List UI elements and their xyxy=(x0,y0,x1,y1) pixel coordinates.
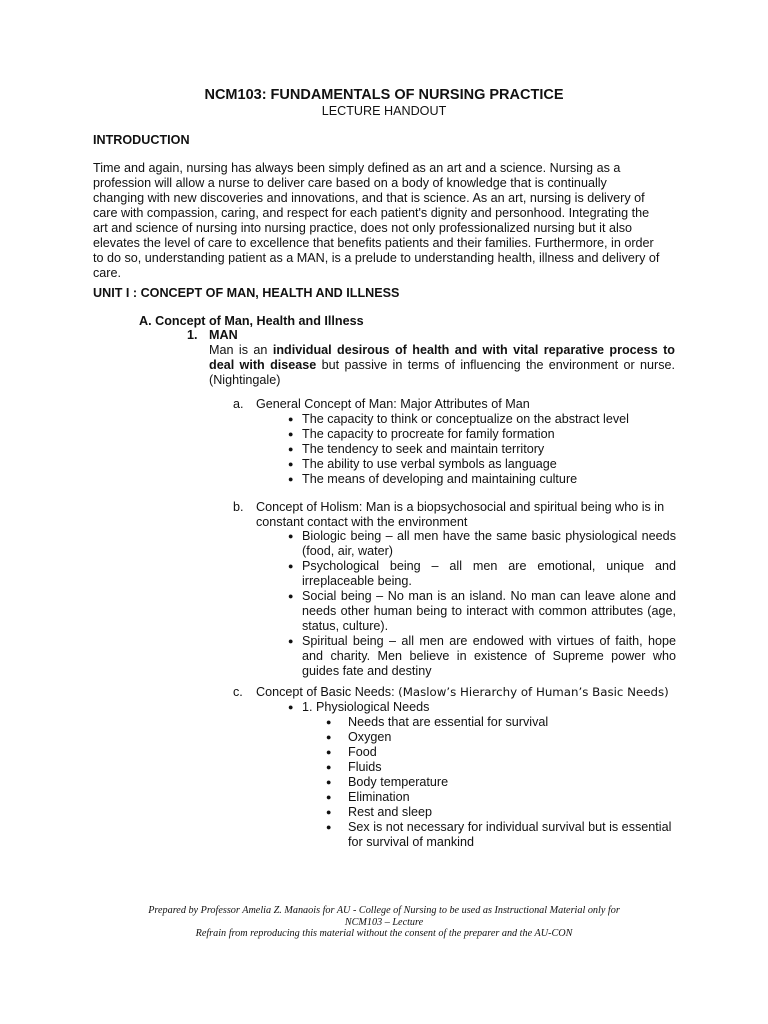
list-item-text: 1. Physiological Needs xyxy=(302,700,430,714)
intro-line: care. xyxy=(93,266,121,280)
footer-line: Refrain from reproducing this material without the consent of the preparer and the AU-CON xyxy=(195,928,573,939)
man-def-text: Man is an xyxy=(209,343,273,357)
man-def-line xyxy=(209,343,675,358)
bullet-icon: ● xyxy=(326,807,332,817)
list-item xyxy=(286,559,676,589)
list-item-text: Sex is not necessary for individual survival but is essential for survival of mankind xyxy=(348,820,672,849)
list-item-text: The capacity to procreate for family formation xyxy=(302,427,555,441)
bullet-icon: ● xyxy=(288,591,294,601)
list-item xyxy=(286,457,676,472)
holism-heading: Concept of Holism: Man is a biopsychosocial and spiritual being who is in constant contact with the environment xyxy=(256,500,665,529)
bullet-icon: ● xyxy=(288,561,294,571)
list-item xyxy=(322,805,678,820)
bullet-icon: ● xyxy=(288,531,294,541)
bullet-icon: ● xyxy=(326,777,332,787)
footer-line: Prepared by Professor Amelia Z. Manaois for AU - College of Nursing to be used as Instructional Material only for xyxy=(148,905,620,916)
list-item-text: Social being – No man is an island. No man can leave alone and needs other human being to interact with common attributes (age, status, culture). xyxy=(302,589,676,633)
document-title: NCM103: FUNDAMENTALS OF NURSING PRACTICE xyxy=(204,87,564,103)
list-item xyxy=(286,634,676,679)
man-label: MAN xyxy=(209,328,238,342)
bullet-icon: ● xyxy=(326,747,332,757)
list-item xyxy=(286,442,676,457)
intro-line: Time and again, nursing has always been simply defined as an art and a science. Nursing as a xyxy=(93,161,621,175)
introduction-paragraph xyxy=(93,161,675,281)
list-item xyxy=(322,775,678,790)
list-item xyxy=(286,472,676,487)
sub-letter-a: a. xyxy=(233,397,244,411)
list-item xyxy=(286,589,676,634)
list-item-text: The capacity to think or conceptualize on the abstract level xyxy=(302,412,629,426)
attributes-list xyxy=(286,412,676,487)
list-item-text: Elimination xyxy=(348,790,410,804)
man-def-text: but passive in terms of influencing the environment or nurse. xyxy=(316,358,675,372)
list-item xyxy=(286,529,676,559)
needs-list xyxy=(286,700,676,715)
man-def-line: (Nightingale) xyxy=(209,373,281,387)
list-item xyxy=(322,730,678,745)
man-def-bold: deal with disease xyxy=(209,358,317,372)
list-item xyxy=(322,760,678,775)
section-a-heading: A. Concept of Man, Health and Illness xyxy=(139,314,364,328)
bullet-icon: ● xyxy=(288,444,294,454)
maslow-reference: (Maslow’s Hierarchy of Human’s Basic Needs) xyxy=(398,685,669,699)
bullet-icon: ● xyxy=(326,717,332,727)
intro-line: profession will allow a nurse to deliver care based on a body of knowledge that is continually xyxy=(93,176,607,190)
document-subtitle: LECTURE HANDOUT xyxy=(321,104,447,118)
list-item xyxy=(322,820,678,850)
intro-line: care with compassion, caring, and respect for each patient's dignity and personhood. Integrating the xyxy=(93,206,650,220)
list-item xyxy=(322,790,678,805)
list-item xyxy=(286,412,676,427)
bullet-icon: ● xyxy=(288,474,294,484)
bullet-icon: ● xyxy=(326,792,332,802)
intro-line: changing with new discoveries and innovations, and that is science. As an art, nursing is delivery of xyxy=(93,191,645,205)
list-item-text: The tendency to seek and maintain territory xyxy=(302,442,545,456)
list-item xyxy=(322,745,678,760)
introduction-heading: INTRODUCTION xyxy=(93,133,190,147)
man-def-line xyxy=(209,358,675,373)
list-item-text: Body temperature xyxy=(348,775,449,789)
item-number: 1. xyxy=(187,328,198,342)
list-item xyxy=(286,427,676,442)
list-item-text: Food xyxy=(348,745,377,759)
bullet-icon: ● xyxy=(288,429,294,439)
man-definition xyxy=(209,343,675,388)
bullet-icon: ● xyxy=(288,636,294,646)
list-item-text: Spiritual being – all men are endowed with virtues of faith, hope and charity. Men believe in existence of Supreme power who guides fate and destiny xyxy=(302,634,676,678)
bullet-icon: ● xyxy=(326,762,332,772)
bullet-icon: ● xyxy=(326,822,332,832)
list-item-text: The ability to use verbal symbols as language xyxy=(302,457,557,471)
list-item-text: Biologic being – all men have the same basic physiological needs (food, air, water) xyxy=(302,529,676,558)
list-item-text: Fluids xyxy=(348,760,382,774)
basic-needs-heading xyxy=(256,685,676,700)
page-footer xyxy=(0,905,768,940)
list-item xyxy=(322,715,678,730)
man-def-bold: individual desirous of health and with vital reparative process to xyxy=(272,343,675,357)
list-item-text: Oxygen xyxy=(348,730,392,744)
basic-needs-text: Concept of Basic Needs: xyxy=(256,685,399,699)
intro-line: art and science of nursing into nursing practice, does not only professionalized nursing but it also xyxy=(93,221,633,235)
holism-list xyxy=(286,529,676,679)
sub-letter-b: b. xyxy=(233,500,244,514)
list-item xyxy=(286,700,676,715)
unit-heading: UNIT I : CONCEPT OF MAN, HEALTH AND ILLNESS xyxy=(93,286,400,300)
physiological-needs-list xyxy=(322,715,678,850)
sub-letter-c: c. xyxy=(233,685,243,699)
list-item-text: The means of developing and maintaining culture xyxy=(302,472,578,486)
list-item-text: Needs that are essential for survival xyxy=(348,715,549,729)
list-item-text: Psychological being – all men are emotional, unique and irreplaceable being. xyxy=(302,559,676,588)
bullet-icon: ● xyxy=(288,414,294,424)
bullet-icon: ● xyxy=(288,459,294,469)
intro-line: elevates the level of care to excellence that benefits patients and their families. Furthermore, in order xyxy=(93,236,654,250)
bullet-icon: ● xyxy=(326,732,332,742)
list-item-text: Rest and sleep xyxy=(348,805,433,819)
bullet-icon: ● xyxy=(288,702,294,712)
intro-line: to do so, understanding patient as a MAN, is a prelude to understanding health, illness and delivery of xyxy=(93,251,660,265)
general-concept-heading: General Concept of Man: Major Attributes of Man xyxy=(256,397,530,411)
footer-line: NCM103 – Lecture xyxy=(344,916,424,928)
